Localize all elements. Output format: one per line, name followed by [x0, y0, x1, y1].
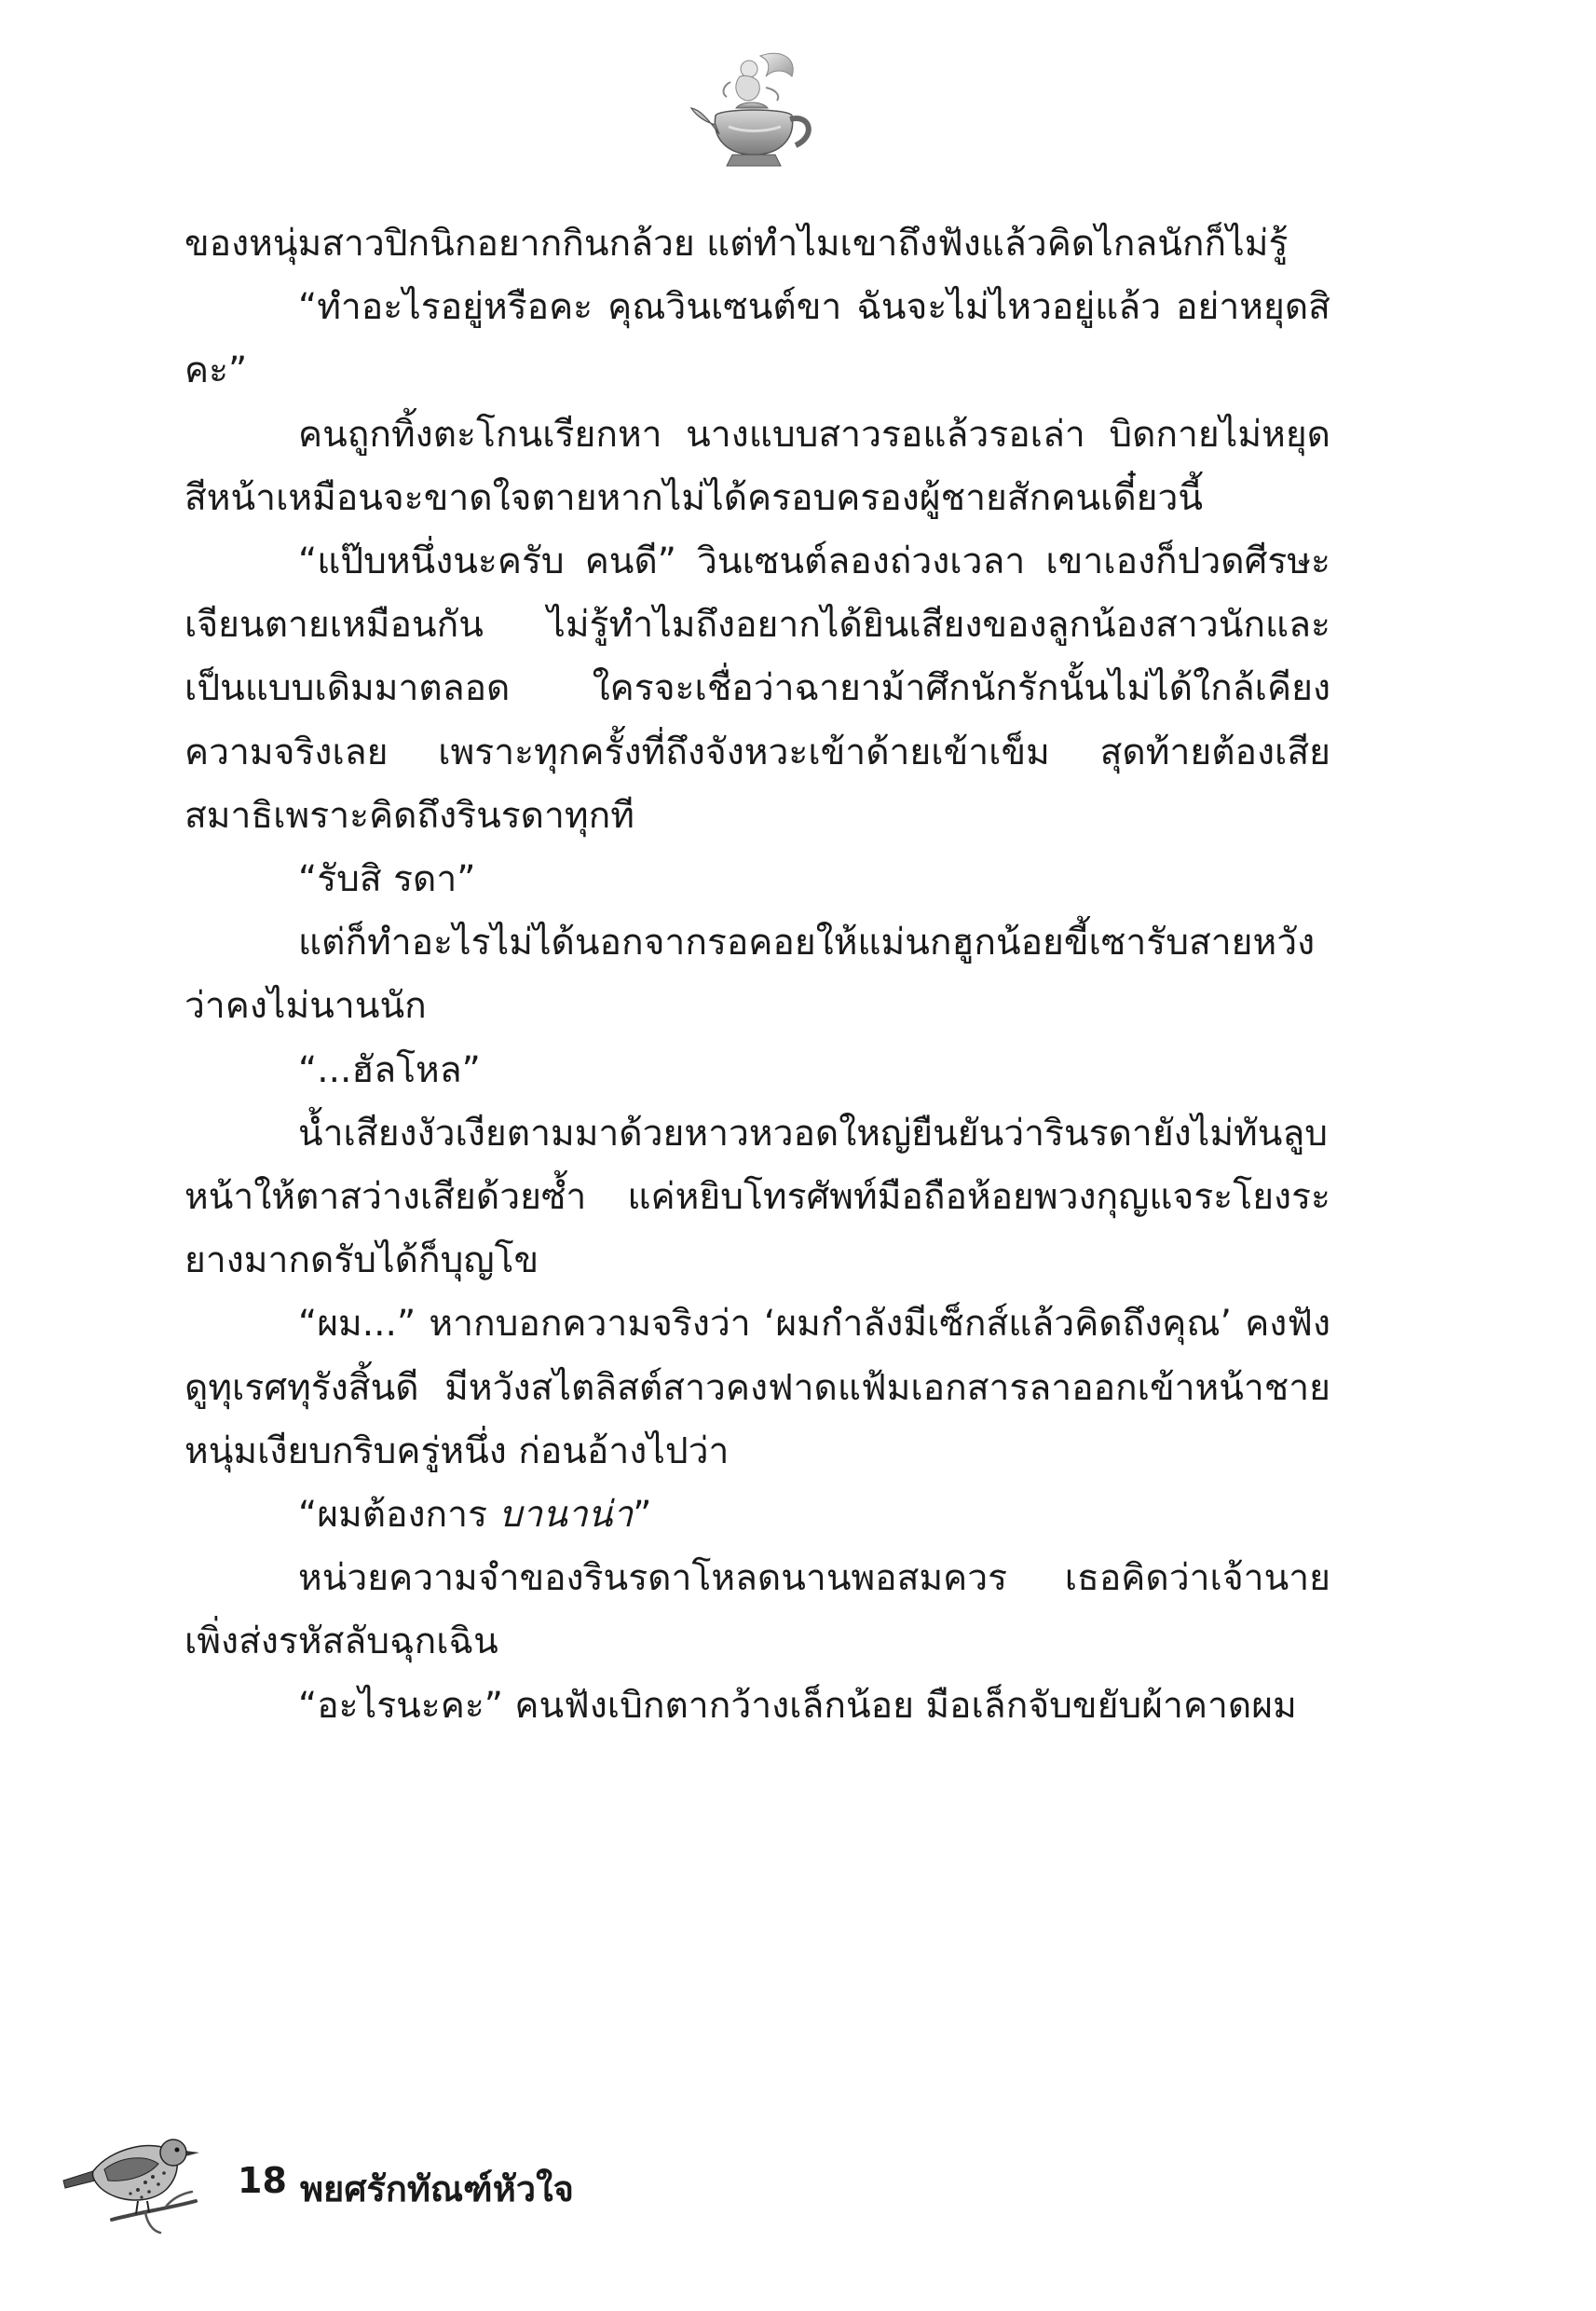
paragraph: “...ฮัลโหล”	[298, 1048, 481, 1091]
cupid-teapot-icon	[688, 48, 827, 179]
paragraph	[184, 1484, 1330, 1547]
paragraph: แต่ก็ทำอะไรไม่ได้นอกจากรอคอยให้แม่นกฮูกน้อยขี้เซารับสายหวังว่าคงไม่นานนัก	[184, 922, 1316, 1028]
paragraph: “ผม...” หากบอกความจริงว่า ‘ผมกำลังมีเซ็กส์แล้วคิดถึงคุณ’ คงฟังดูทุเรศทุรังสิ้นดี มีหวังสไตลิสต์สาวคงฟาดแฟ้มเอกสารลาออกเข้าหน้าชายหนุ่มเงียบกริบครู่หนึ่ง ก่อนอ้างไปว่า	[184, 1303, 1330, 1472]
page-footer	[56, 2115, 708, 2246]
paragraph: คนถูกทิ้งตะโกนเรียกหา นางแบบสาวรอแล้วรอเล่า บิดกายไม่หยุด สีหน้าเหมือนจะขาดใจตายหากไม่ได้ครอบครองผู้ชายสักคนเดี๋ยวนี้	[184, 413, 1330, 519]
italic-word: บานาน่า	[498, 1494, 634, 1537]
body-text	[184, 212, 1330, 1738]
book-title: พยศรักทัณฑ์หัวใจ	[300, 2168, 574, 2209]
paragraph: “แป๊บหนึ่งนะครับ คนดี” วินเซนต์ลองถ่วงเวลา เขาเองก็ปวดศีรษะเจียนตายเหมือนกัน ไม่รู้ทำไมถึงอยากได้ยินเสียงของลูกน้องสาวนักและเป็นแบบเดิมมาตลอด ใครจะเชื่อว่าฉายาม้าศึกนักรักนั้นไม่ได้ใกล้เคียงความจริงเลย เพราะทุกครั้งที่ถึงจังหวะเข้าด้ายเข้าเข็ม สุดท้ายต้องเสียสมาธิเพราะคิดถึงรินรดาทุกที	[184, 540, 1330, 837]
paragraph: ของหนุ่มสาวปิกนิกอยากกินกล้วย แต่ทำไมเขาถึงฟังแล้วคิดไกลนักก็ไม่รู้	[184, 223, 1289, 265]
paragraph: หน่วยความจำของรินรดาโหลดนานพอสมควร เธอคิดว่าเจ้านายเพิ่งส่งรหัสลับฉุกเฉิน	[184, 1557, 1330, 1663]
page-number: 18	[238, 2160, 287, 2201]
quote-close-text: ”	[633, 1494, 652, 1537]
paragraph: “รับสิ รดา”	[298, 858, 476, 901]
bird-on-branch-icon	[56, 2115, 216, 2240]
quote-open-text: “ผมต้องการ	[298, 1494, 499, 1537]
paragraph: น้ำเสียงงัวเงียตามมาด้วยหาวหวอดใหญ่ยืนยันว่ารินรดายังไม่ทันลูบหน้าให้ตาสว่างเสียด้วยซ้ำ แค่หยิบโทรศัพท์มือถือห้อยพวงกุญแจระโยงระยางมากดรับได้ก็บุญโข	[184, 1112, 1330, 1282]
paragraph: “ทำอะไรอยู่หรือคะ คุณวินเซนต์ขา ฉันจะไม่ไหวอยู่แล้ว อย่าหยุดสิคะ”	[184, 286, 1330, 392]
paragraph: “อะไรนะคะ” คนฟังเบิกตากว้างเล็กน้อย มือเล็กจับขยับผ้าคาดผม	[298, 1684, 1297, 1727]
